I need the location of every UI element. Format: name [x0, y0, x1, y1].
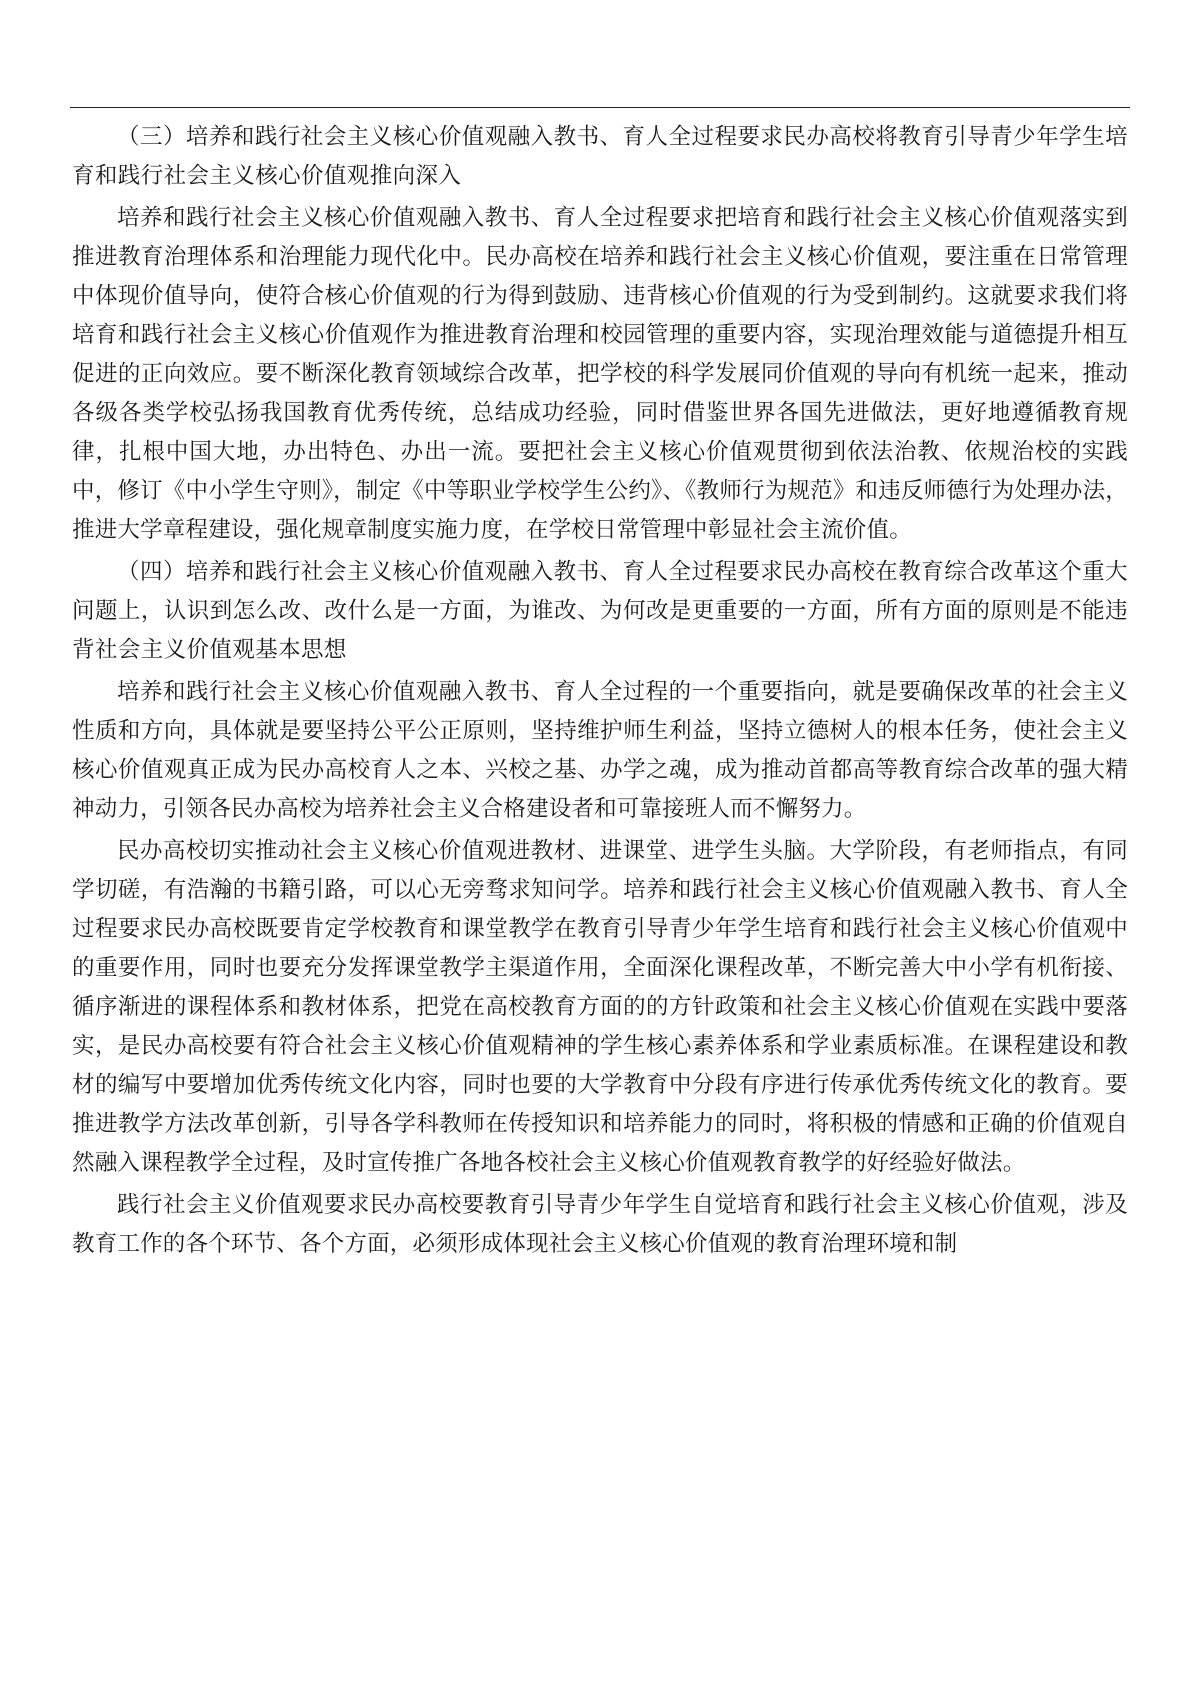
section-three-heading: （三）培养和践行社会主义核心价值观融入教书、育人全过程要求民办高校将教育引导青少年学生培育和践行社会主义核心价值观推向深入 — [72, 124, 1128, 189]
header-rule — [70, 107, 1130, 108]
document-body — [72, 118, 1128, 1267]
body-paragraph: 培养和践行社会主义核心价值观融入教书、育人全过程要求把培育和践行社会主义核心价值观落实到推进教育治理体系和治理能力现代化中。民办高校在培养和践行社会主义核心价值观，要注重在日常管理中体现价值导向，使符合核心价值观的行为得到鼓励、违背核心价值观的行为受到制约。这就要求我们将培育和践行社会主义核心价值观作为推进教育治理和校园管理的重要内容，实现治理效能与道德提升相互促进的正向效应。要不断深化教育领域综合改革，把学校的科学发展同价值观的导向有机统一起来，推动各级各类学校弘扬我国教育优秀传统，总结成功经验，同时借鉴世界各国先进做法，更好地遵循教育规律，扎根中国大地，办出特色、办出一流。要把社会主义核心价值观贯彻到依法治教、依规治校的实践中，修订《中小学生守则》，制定《中等职业学校学生公约》、《教师行为规范》和违反师德行为处理办法，推进大学章程建设，强化规章制度实施力度，在学校日常管理中彰显社会主流价值。 — [72, 205, 1128, 543]
body-paragraph: 践行社会主义价值观要求民办高校要教育引导青少年学生自觉培育和践行社会主义核心价值观，涉及教育工作的各个环节、各个方面，必须形成体现社会主义核心价值观的教育治理环境和制 — [72, 1192, 1128, 1257]
body-paragraph: 民办高校切实推动社会主义核心价值观进教材、进课堂、进学生头脑。大学阶段，有老师指点，有同学切磋，有浩瀚的书籍引路，可以心无旁骛求知问学。培养和践行社会主义核心价值观融入教书、育人全过程要求民办高校既要肯定学校教育和课堂教学在教育引导青少年学生培育和践行社会主义核心价值观中的重要作用，同时也要充分发挥课堂教学主渠道作用，全面深化课程改革，不断完善大中小学有机衔接、循序渐进的课程体系和教材体系，把党在高校教育方面的的方针政策和社会主义核心价值观在实践中要落实，是民办高校要有符合社会主义核心价值观精神的学生核心素养体系和学业素质标准。在课程建设和教材的编写中要增加优秀传统文化内容，同时也要的大学教育中分段有序进行传承优秀传统文化的教育。要推进教学方法改革创新，引导各学科教师在传授知识和培养能力的同时，将积极的情感和正确的价值观自然融入课程教学全过程，及时宣传推广各地各校社会主义核心价值观教育教学的好经验好做法。 — [72, 838, 1128, 1176]
body-paragraph: 培养和践行社会主义核心价值观融入教书、育人全过程的一个重要指向，就是要确保改革的社会主义性质和方向，具体就是要坚持公平公正原则，坚持维护师生利益，坚持立德树人的根本任务，使社会主义核心价值观真正成为民办高校育人之本、兴校之基、办学之魂，成为推动首都高等教育综合改革的强大精神动力，引领各民办高校为培养社会主义合格建设者和可靠接班人而不懈努力。 — [72, 679, 1128, 822]
section-four-heading: （四）培养和践行社会主义核心价值观融入教书、育人全过程要求民办高校在教育综合改革这个重大问题上，认识到怎么改、改什么是一方面，为谁改、为何改是更重要的一方面，所有方面的原则是不能违背社会主义价值观基本思想 — [72, 559, 1128, 663]
